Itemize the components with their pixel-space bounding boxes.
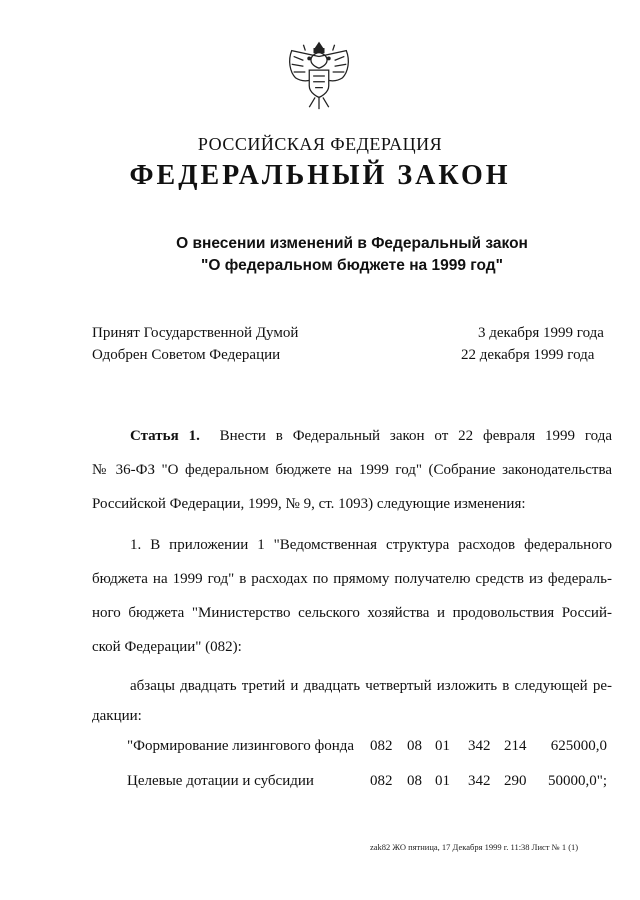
- law-title-line-2: "О федеральном бюджете на 1999 год": [201, 257, 503, 274]
- article-line-1: Внести в Федеральный закон от 22 февраля 1999 года: [219, 428, 613, 444]
- row-code-section: 08: [407, 773, 422, 789]
- row-name: "Формирование лизингового фонда: [127, 738, 355, 754]
- row-code-target: 342: [468, 738, 491, 754]
- article-line-3: Российской Федерации, 1999, № 9, ст. 1093) следующие изменения:: [92, 496, 526, 512]
- row-amount: 50000,0";: [547, 773, 607, 789]
- item1-line-3: ного бюджета "Министерство сельского хозяйства и продовольствия Россий-: [92, 605, 612, 621]
- law-title-line-1: О внесении изменений в Федеральный закон: [176, 235, 528, 252]
- row-code-ministry: 082: [370, 738, 393, 754]
- adopted-date: 3 декабря 1999 года: [478, 325, 604, 341]
- row-name: Целевые дотации и субсидии: [127, 773, 314, 789]
- table-row: [127, 773, 607, 793]
- paragraph-line-1: абзацы двадцать третий и двадцать четвертый изложить в следующей ре-: [130, 678, 612, 694]
- row-amount: 625000,0: [550, 738, 607, 754]
- row-code-ministry: 082: [370, 773, 393, 789]
- coat-of-arms-icon: [280, 35, 358, 113]
- approved-label: Одобрен Советом Федерации: [92, 347, 281, 363]
- item1-line-2: бюджета на 1999 год" в расходах по прямому получателю средств из федераль-: [92, 571, 612, 587]
- row-code-section: 08: [407, 738, 422, 754]
- adopted-label: Принят Государственной Думой: [92, 325, 299, 341]
- table-row: [127, 738, 607, 758]
- paragraph-line-2: дакции:: [92, 708, 142, 724]
- row-code-expense: 290: [504, 773, 527, 789]
- row-code-expense: 214: [504, 738, 527, 754]
- page-footer: zak82 ЖО пятница, 17 Декабря 1999 г. 11:38 Лист № 1 (1): [370, 842, 579, 852]
- country-name: РОССИЙСКАЯ ФЕДЕРАЦИЯ: [197, 134, 443, 154]
- article-heading: Статья 1.: [130, 428, 200, 444]
- item1-line-1: 1. В приложении 1 "Ведомственная структура расходов федерального: [130, 537, 612, 553]
- article-line-2: № 36-ФЗ "О федеральном бюджете на 1999 год" (Собрание законодательства: [92, 462, 612, 478]
- article-first-line: [130, 428, 612, 445]
- item1-line-4: ской Федерации" (082):: [92, 639, 242, 655]
- row-code-subsection: 01: [435, 738, 450, 754]
- row-code-target: 342: [468, 773, 491, 789]
- approved-date: 22 декабря 1999 года: [461, 347, 595, 363]
- row-code-subsection: 01: [435, 773, 450, 789]
- law-type-heading: ФЕДЕРАЛЬНЫЙ ЗАКОН: [129, 160, 511, 191]
